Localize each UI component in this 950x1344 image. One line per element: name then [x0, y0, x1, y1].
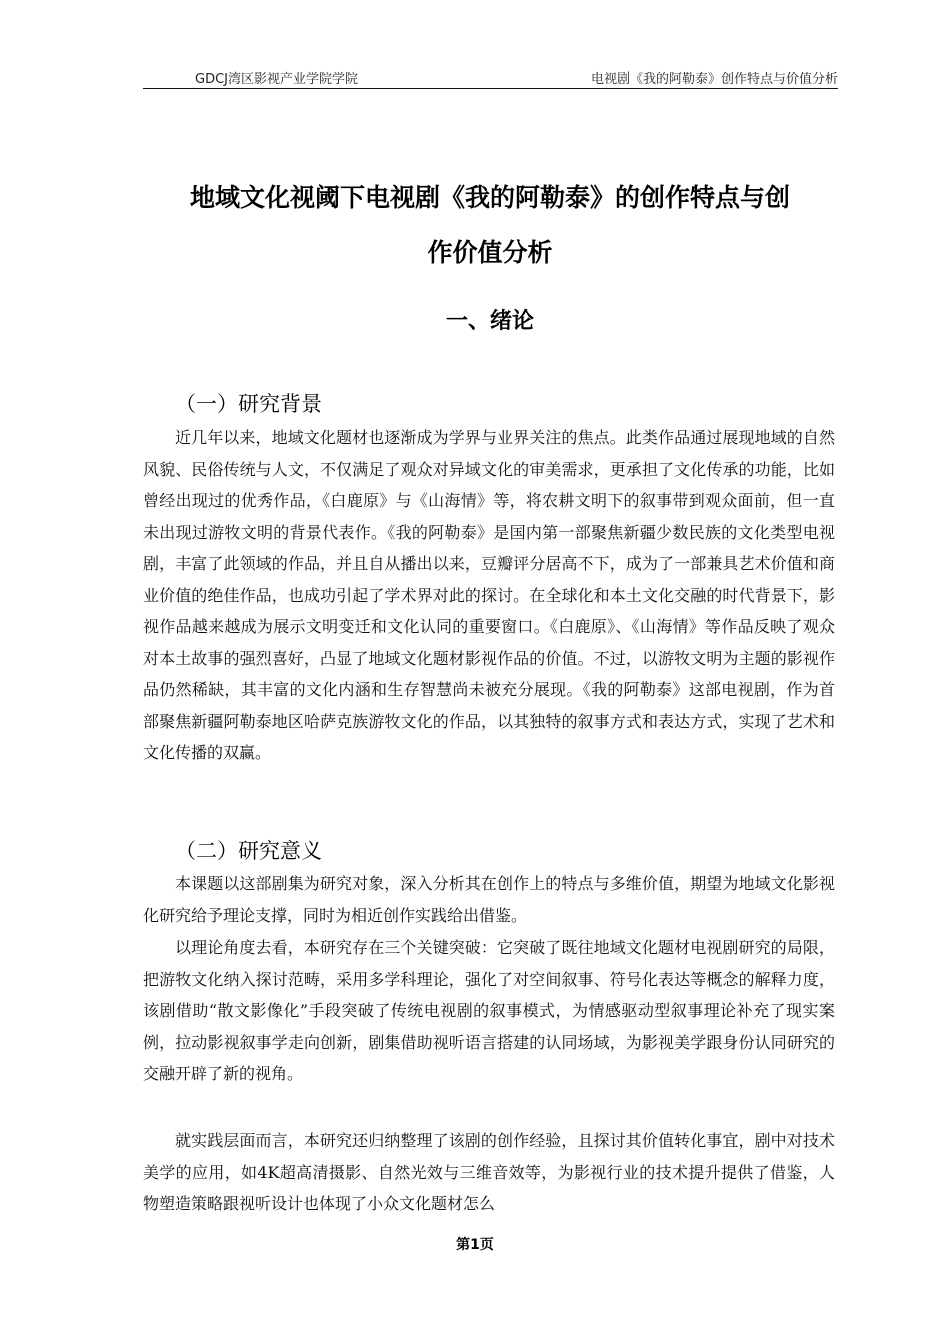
paragraph-background: 近几年以来，地域文化题材也逐渐成为学界与业界关注的焦点。此类作品通过展现地域的自然风貌、民俗传统与人文，不仅满足了观众对异域文化的审美需求，更承担了文化传承的功能，比如曾经出现过的优秀作品，《白鹿原》与《山海情》等，将农耕文明下的叙事带到观众面前，但一直未出现过游牧文明的背景代表作。《我的阿勒泰》是国内第一部聚焦新疆少数民族的文化类型电视剧，丰富了此领域的作品，并且自从播出以来，豆瓣评分居高不下，成为了一部兼具艺术价值和商业价值的绝佳作品，也成功引起了学术界对此的探讨。在全球化和本土文化交融的时代背景下，影视作品越来越成为展示文明变迁和文化认同的重要窗口。《白鹿原》、《山海情》等作品反映了观众对本土故事的强烈喜好，凸显了地域文化题材影视作品的价值。不过，以游牧文明为主题的影视作品仍然稀缺，其丰富的文化内涵和生存智慧尚未被充分展现。《我的阿勒泰》这部电视剧，作为首部聚焦新疆阿勒泰地区哈萨克族游牧文化的作品，以其独特的叙事方式和表达方式，实现了艺术和文化传播的双赢。	[143, 428, 835, 762]
paragraph-significance-1: 本课题以这部剧集为研究对象，深入分析其在创作上的特点与多维价值，期望为地域文化影视化研究给予理论支撑，同时为相近创作实践给出借鉴。	[143, 874, 835, 925]
page-number: 第1页	[456, 1237, 494, 1253]
chapter-heading: 一、绪论	[445, 309, 534, 334]
section-heading-background: （一）研究背景	[175, 392, 322, 416]
paper-title-line-1: 地域文化视阈下电视剧《我的阿勒泰》的创作特点与创	[189, 183, 790, 212]
section-heading-significance: （二）研究意义	[175, 839, 322, 863]
running-header	[143, 66, 838, 89]
paper-title	[140, 170, 840, 280]
paper-title-line-2: 作价值分析	[427, 238, 553, 267]
paragraph-significance-2: 以理论角度去看，本研究存在三个关键突破：它突破了既往地域文化题材电视剧研究的局限，把游牧文化纳入探讨范畴，采用多学科理论，强化了对空间叙事、符号化表达等概念的解释力度，该剧借助“散文影像化”手段突破了传统电视剧的叙事模式，为情感驱动型叙事理论补充了现实案例，拉动影视叙事学走向创新，剧集借助视听语言搭建的认同场域，为影视美学跟身份认同研究的交融开辟了新的视角。	[143, 938, 835, 1083]
header-short-title: 电视剧《我的阿勒泰》创作特点与价值分析	[590, 72, 838, 87]
header-institution: GDCJ湾区影视产业学院学院	[195, 72, 358, 87]
paragraph-significance-3: 就实践层面而言，本研究还归纳整理了该剧的创作经验，且探讨其价值转化事宜，剧中对技术美学的应用，如4K超高清摄影、自然光效与三维音效等，为影视行业的技术提升提供了借鉴，人物塑造策略跟视听设计也体现了小众文化题材怎么	[143, 1131, 835, 1213]
